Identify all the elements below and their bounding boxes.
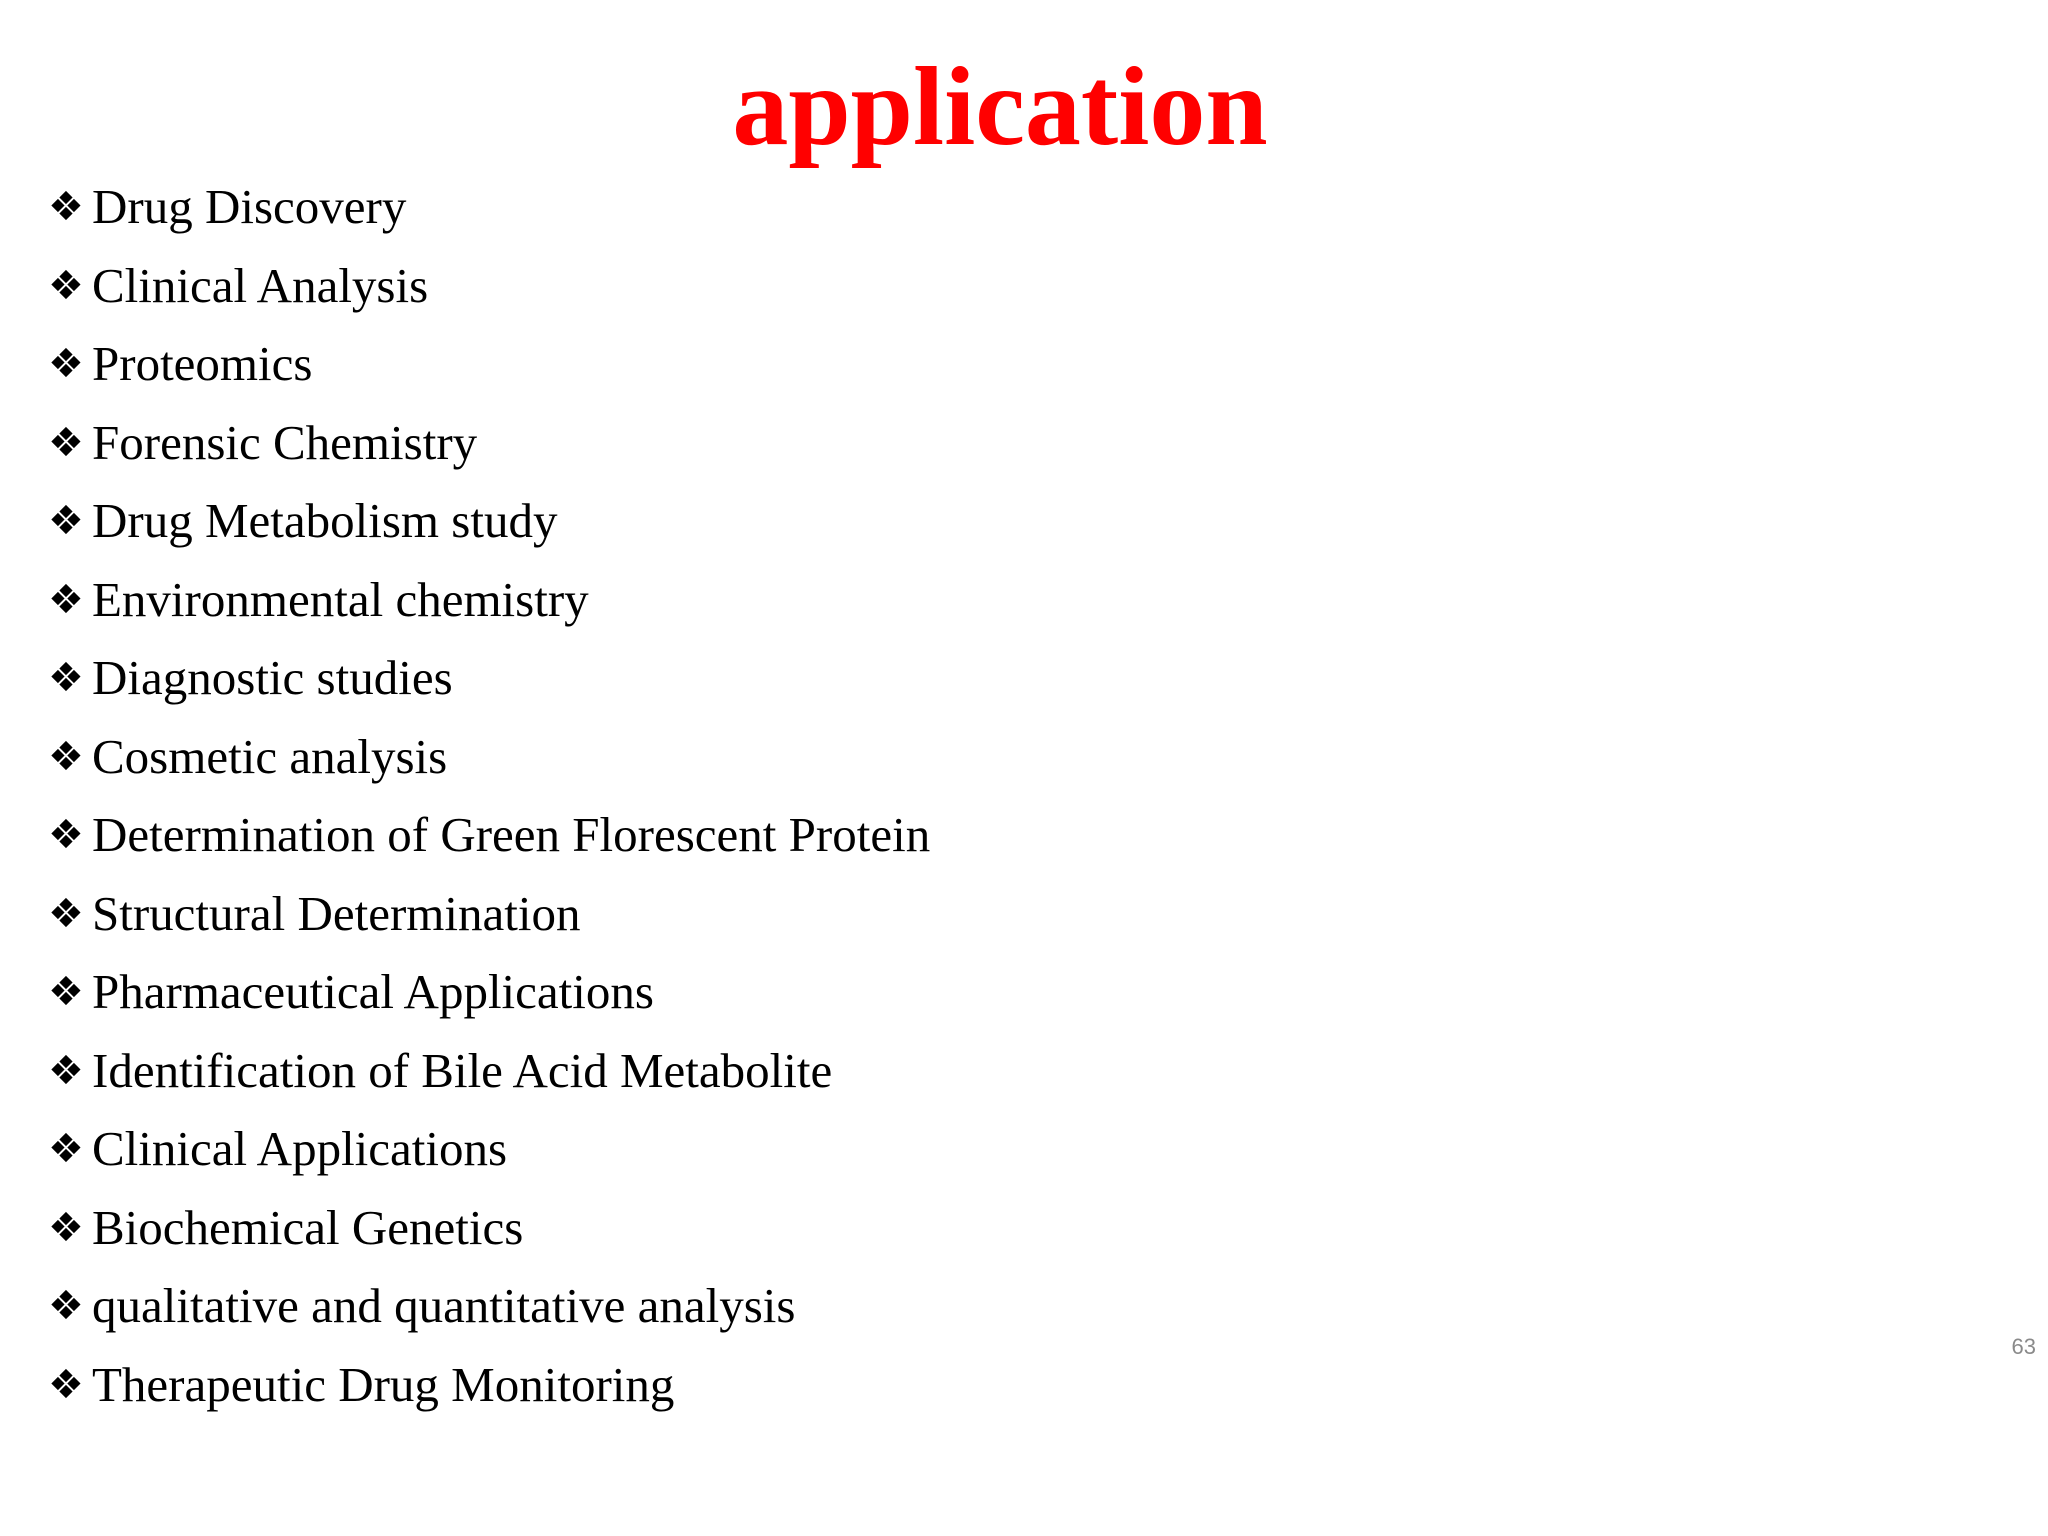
list-item (48, 414, 930, 493)
list-item-label: Forensic Chemistry (92, 414, 478, 470)
four-diamond-bullet-icon: ❖ (48, 184, 84, 230)
list-item-label: Environmental chemistry (92, 571, 589, 627)
list-item (48, 1199, 930, 1278)
list-item (48, 492, 930, 571)
four-diamond-bullet-icon: ❖ (48, 969, 84, 1015)
four-diamond-bullet-icon: ❖ (48, 1204, 84, 1251)
list-item-label: Proteomics (92, 336, 313, 391)
list-item-label: Cosmetic analysis (92, 728, 448, 784)
list-item (48, 178, 930, 257)
list-item (48, 1356, 930, 1435)
list-item (48, 335, 930, 414)
four-diamond-bullet-icon: ❖ (48, 341, 84, 387)
list-item (48, 885, 930, 964)
list-item-label: Biochemical Genetics (92, 1199, 524, 1255)
four-diamond-bullet-icon: ❖ (48, 576, 84, 623)
four-diamond-bullet-icon: ❖ (48, 1047, 84, 1094)
slide-title: application (732, 45, 1268, 169)
list-item-label: Clinical Applications (92, 1121, 508, 1176)
list-item-label: Diagnostic studies (92, 650, 453, 705)
list-item (48, 1042, 930, 1121)
four-diamond-bullet-icon: ❖ (48, 1126, 84, 1172)
list-item-label: Clinical Analysis (92, 257, 429, 313)
four-diamond-bullet-icon: ❖ (48, 1283, 84, 1329)
list-item (48, 1277, 930, 1356)
list-item-label: Identification of Bile Acid Metabolite (92, 1042, 833, 1098)
four-diamond-bullet-icon: ❖ (48, 262, 84, 309)
list-item-label: Determination of Green Florescent Protein (92, 807, 931, 862)
four-diamond-bullet-icon: ❖ (48, 890, 84, 937)
list-item (48, 649, 930, 728)
list-item-label: Drug Metabolism study (92, 493, 558, 548)
list-item-label: qualitative and quantitative analysis (92, 1278, 796, 1333)
application-list (48, 178, 930, 1434)
list-item (48, 1120, 930, 1199)
four-diamond-bullet-icon: ❖ (48, 419, 84, 466)
list-item (48, 728, 930, 807)
list-item-label: Pharmaceutical Applications (92, 964, 654, 1019)
four-diamond-bullet-icon: ❖ (48, 733, 84, 780)
four-diamond-bullet-icon: ❖ (48, 498, 84, 544)
list-item-label: Drug Discovery (92, 179, 407, 234)
page-number: 63 (2011, 1334, 2036, 1359)
list-item-label: Therapeutic Drug Monitoring (92, 1356, 675, 1412)
list-item (48, 963, 930, 1042)
list-item (48, 806, 930, 885)
list-item (48, 257, 930, 336)
list-item-label: Structural Determination (92, 885, 581, 941)
four-diamond-bullet-icon: ❖ (48, 1361, 84, 1408)
list-item (48, 571, 930, 650)
four-diamond-bullet-icon: ❖ (48, 655, 84, 701)
four-diamond-bullet-icon: ❖ (48, 812, 84, 858)
